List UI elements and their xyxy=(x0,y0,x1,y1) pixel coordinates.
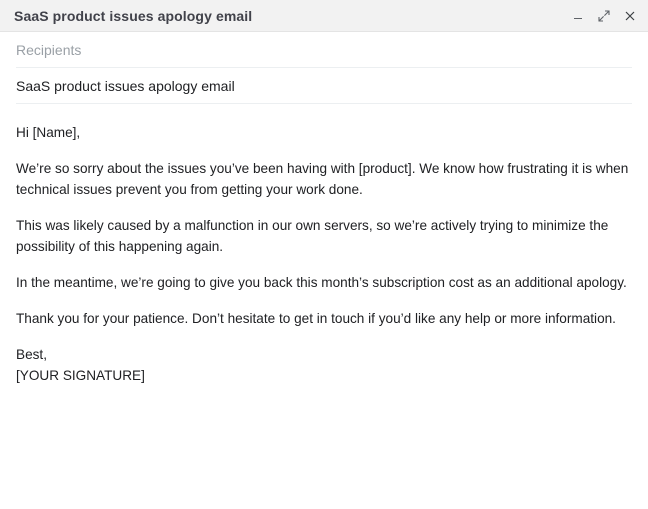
close-icon[interactable] xyxy=(622,8,638,24)
popout-icon[interactable] xyxy=(596,8,612,24)
subject-input[interactable]: SaaS product issues apology email xyxy=(16,77,235,94)
message-body[interactable] xyxy=(0,104,648,509)
body-paragraph-greeting: Hi [Name], xyxy=(16,125,81,140)
recipients-row[interactable] xyxy=(0,32,648,68)
window-controls xyxy=(570,8,638,24)
compose-header xyxy=(0,0,648,32)
body-paragraph-thanks: Thank you for your patience. Don’t hesitate to get in touch if you’d like any help or more information. xyxy=(16,311,616,326)
subject-row[interactable] xyxy=(0,68,648,104)
body-paragraph-refund: In the meantime, we’re going to give you back this month’s subscription cost as an additional apology. xyxy=(16,275,627,290)
compose-title: SaaS product issues apology email xyxy=(14,7,253,24)
minimize-icon[interactable] xyxy=(570,8,586,24)
body-paragraph-cause: This was likely caused by a malfunction in our own servers, so we’re actively trying to minimize the possibility of this happening again. xyxy=(16,218,609,254)
recipients-input[interactable]: Recipients xyxy=(16,41,82,58)
body-paragraph-apology: We’re so sorry about the issues you’ve been having with [product]. We know how frustrating it is when technical issues prevent you from getting your work done. xyxy=(16,161,629,197)
body-paragraph-signoff: Best, xyxy=(16,347,47,362)
body-paragraph-signature: [YOUR SIGNATURE] xyxy=(16,368,145,383)
